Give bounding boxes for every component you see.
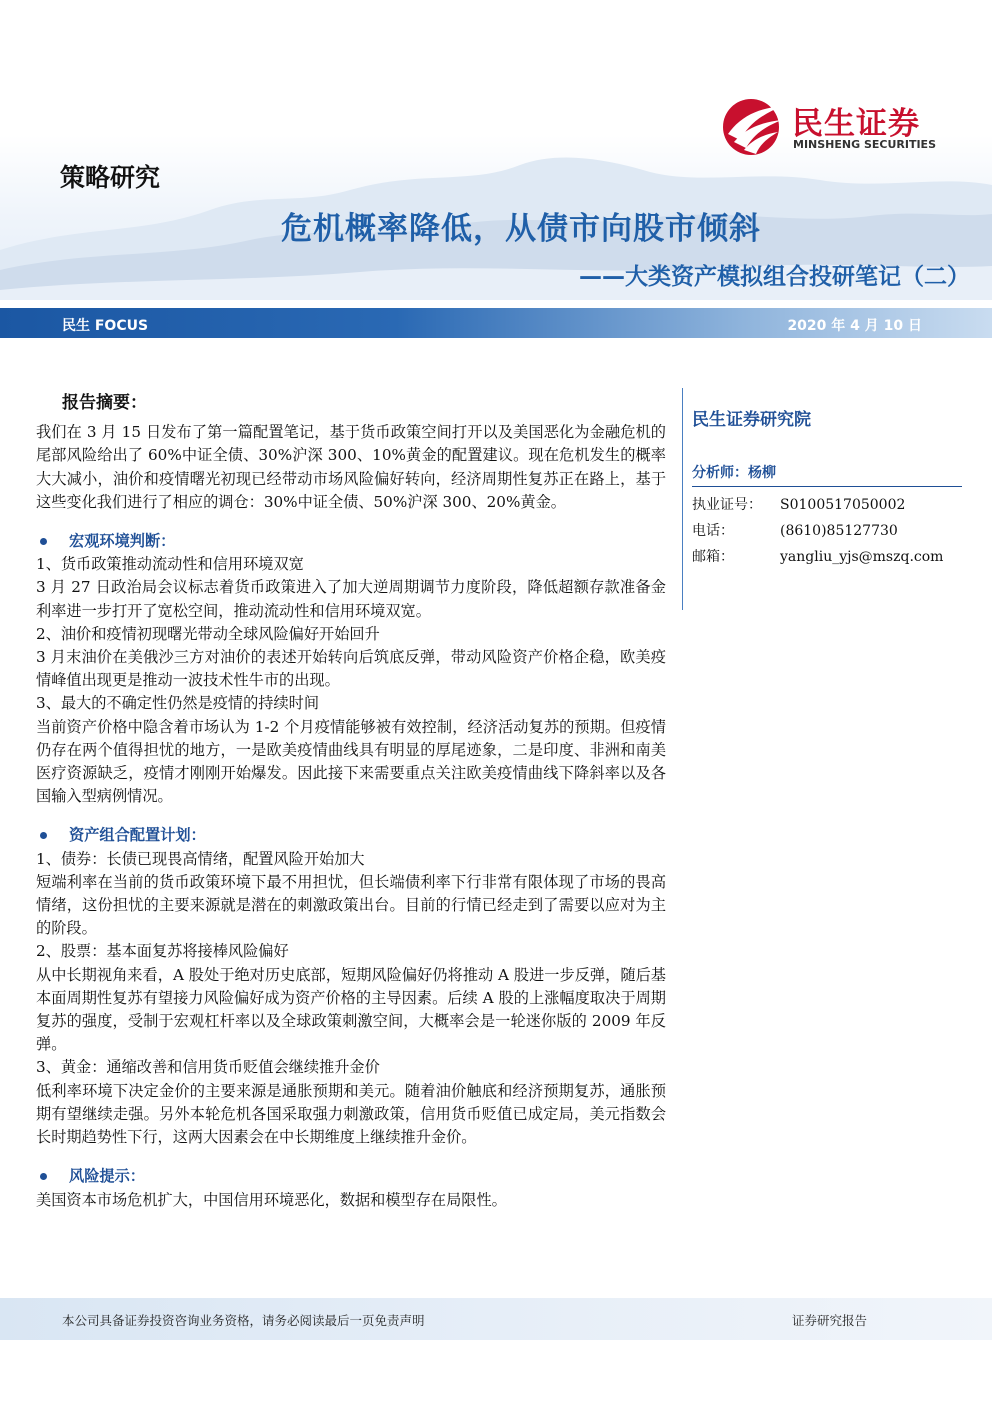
list-item: 1、债券：长债已现畏高情绪，配置风险开始加大 — [36, 849, 365, 868]
summary-heading: 报告摘要： — [62, 393, 147, 413]
report-subtitle: ——大类资产模拟组合投研笔记（二） — [579, 264, 970, 290]
list-item: 1、货币政策推动流动性和信用环境双宽 — [36, 555, 304, 574]
report-title: 危机概率降低，从债市向股市倾斜 — [281, 211, 761, 247]
bullet-icon — [40, 538, 47, 545]
list-item: 低利率环境下决定金价的主要来源是通胀预期和美元。随着油价触底和经济预期复苏，通胀预期有望继续走强。另外本轮危机各国采取强力刺激政策，信用货币贬值已成定局，美元指数会长时期趋势性下行，这两大因素会在中长期维度上继续推升金价。 — [36, 1081, 666, 1147]
row-label: 执业证号： — [692, 497, 762, 513]
summary-column — [36, 392, 666, 1212]
email-row — [692, 544, 962, 570]
research-institute: 民生证券研究院 — [692, 410, 811, 430]
list-item: 3、最大的不确定性仍然是疫情的持续时间 — [36, 694, 320, 713]
logo-chinese-name: 民生证券 — [792, 106, 920, 142]
list-item: 3 月末油价在美俄沙三方对油价的表述开始转向后筑底反弹，带动风险资产价格企稳，欧美疫情峰值出现更是推动一波技术性牛市的出现。 — [36, 648, 666, 690]
row-label: 电话： — [692, 523, 734, 539]
section-heading-allocation: 资产组合配置计划： — [36, 824, 666, 847]
logo-english-name: MINSHENG SECURITIES — [793, 138, 936, 151]
band-date: 2020 年 4 月 10 日 — [787, 318, 922, 334]
report-category: 策略研究 — [60, 163, 161, 192]
title-band — [0, 308, 992, 338]
list-item: 从中长期视角来看，A 股处于绝对历史底部，短期风险偏好仍将推动 A 股进一步反弹，随后基本面周期性复苏有望接力风险偏好成为资产价格的主导因素。后续 A 股的上涨幅度取决于周期复苏的强度，受制于宏观杠杆率以及全球政策刺激空间，大概率会是一轮迷你版的 2009 年反弹。 — [36, 965, 666, 1054]
email-address: yangliu_yjs@mszq.com — [780, 549, 944, 565]
list-item: 当前资产价格中隐含着市场认为 1-2 个月疫情能够被有效控制，经济活动复苏的预期。但疫情仍存在两个值得担忧的地方，一是欧美疫情曲线具有明显的厚尾迹象，二是印度、非洲和南美医疗资源缺乏，疫情才刚刚开始爆发。因此接下来需要重点关注欧美疫情曲线下降斜率以及各国输入型病例情况。 — [36, 717, 666, 806]
section-heading-risk: 风险提示： — [36, 1165, 666, 1188]
report-header — [0, 0, 992, 300]
minsheng-logo — [720, 92, 960, 158]
analyst-name: 分析师：杨柳 — [692, 462, 962, 487]
column-divider — [682, 388, 683, 610]
list-item: 短端利率在当前的货币政策环境下最不用担忧，但长端债利率下行非常有限体现了市场的畏高情绪，这份担忧的主要来源就是潜在的刺激政策出台。目前的行情已经走到了需要以应对为主的阶段。 — [36, 872, 666, 938]
phone-row — [692, 518, 962, 544]
phone-number: (8610)85127730 — [780, 523, 898, 539]
row-label: 邮箱： — [692, 549, 734, 565]
list-item: 3、黄金：通缩改善和信用货币贬值会继续推升金价 — [36, 1058, 380, 1077]
band-series-label: 民生 FOCUS — [62, 318, 149, 334]
bullet-icon — [40, 1173, 47, 1180]
minsheng-logo-icon — [720, 96, 786, 156]
list-item: 美国资本市场危机扩大，中国信用环境恶化，数据和模型存在局限性。 — [36, 1190, 507, 1209]
list-item: 2、油价和疫情初现曙光带动全球风险偏好开始回升 — [36, 624, 380, 643]
list-item: 2、股票：基本面复苏将接棒风险偏好 — [36, 942, 289, 961]
list-item: 3 月 27 日政治局会议标志着货币政策进入了加大逆周期调节力度阶段，降低超额存款准备金利率进一步打开了宽松空间，推动流动性和信用环境双宽。 — [36, 578, 666, 620]
page-footer — [0, 1298, 992, 1340]
report-type: 证券研究报告 — [791, 1313, 867, 1328]
section-heading-macro: 宏观环境判断： — [36, 530, 666, 553]
license-row — [692, 492, 962, 518]
analyst-sidebar — [692, 405, 962, 570]
summary-intro: 我们在 3 月 15 日发布了第一篇配置笔记，基于货币政策空间打开以及美国恶化为金融危机的尾部风险给出了 60%中证全债、30%沪深 300、10%黄金的配置建议。现在危机发生的概率大大减小，油价和疫情曙光初现已经带动市场风险偏好转向，经济周期性复苏正在路上，基于这些变化我们进行了相应的调仓：30%中证全债、50%沪深 300、20%黄金。 — [36, 423, 666, 511]
license-number: S0100517050002 — [780, 497, 906, 513]
bullet-icon — [40, 832, 47, 839]
disclaimer-note: 本公司具备证券投资咨询业务资格，请务必阅读最后一页免责声明 — [62, 1313, 425, 1328]
